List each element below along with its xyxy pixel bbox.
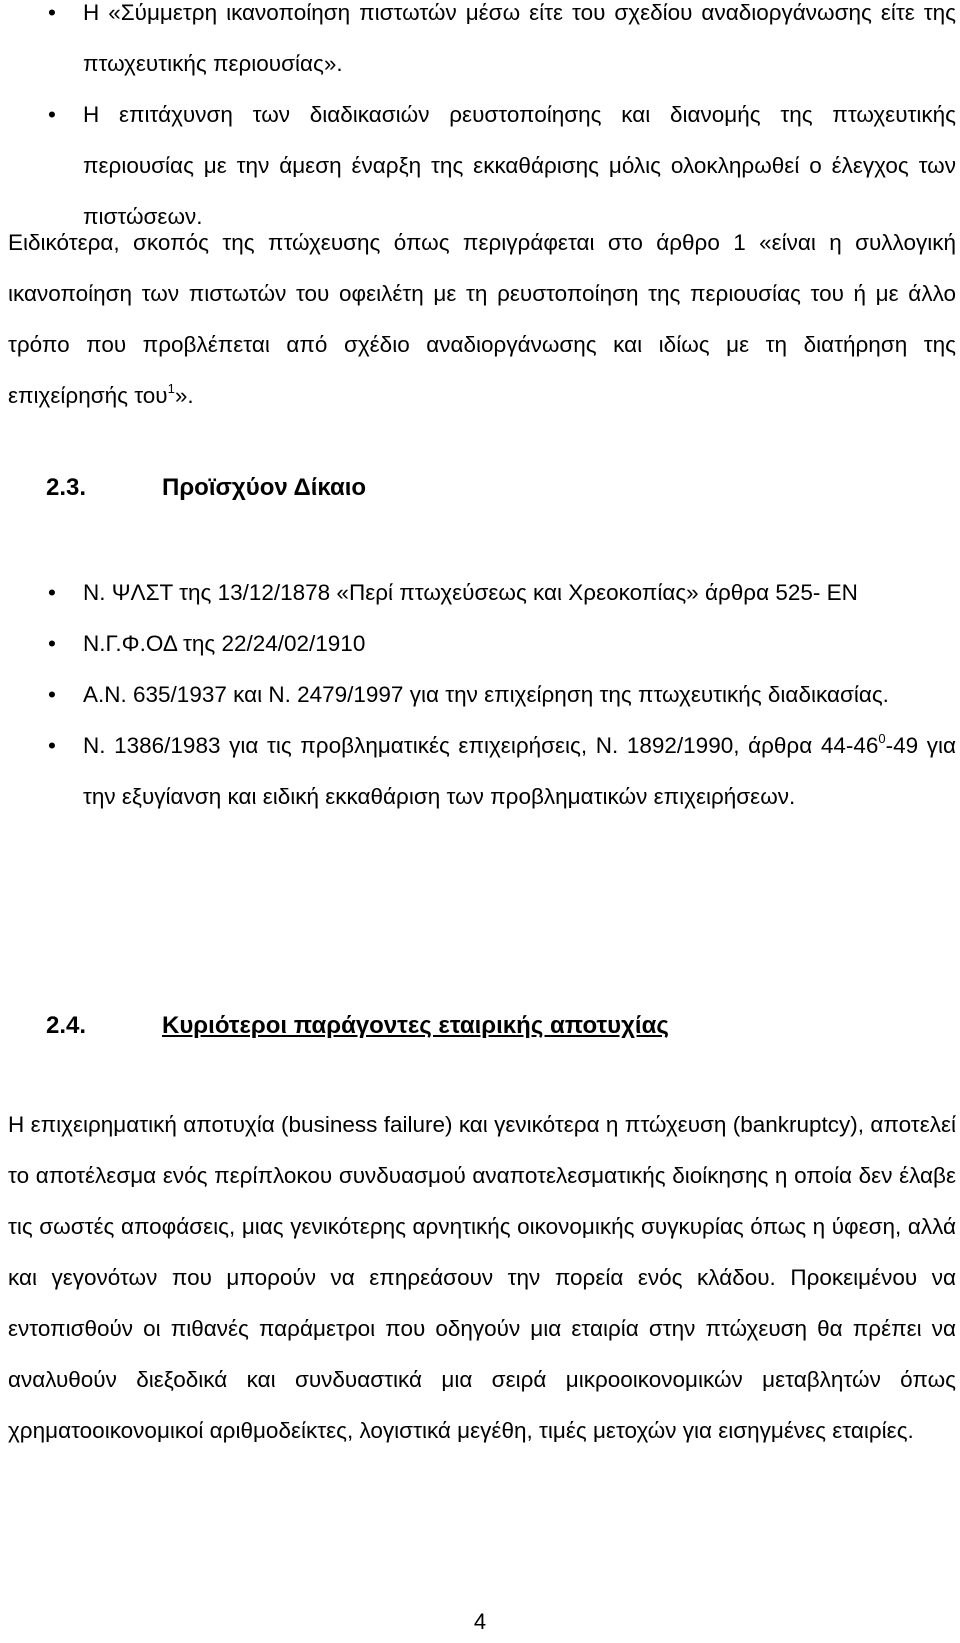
bullet-icon: • (48, 102, 56, 127)
page-number: 4 (473, 1609, 487, 1634)
prior-law-bullet-list (0, 567, 956, 822)
section-title: Προϊσχύον Δίκαιο (162, 474, 367, 501)
bullet-icon: • (48, 733, 56, 758)
list-item-text: Ν.Γ.Φ.ΟΔ της 22/24/02/1910 (83, 631, 366, 656)
list-item (0, 720, 956, 822)
intro-bullet-list (0, 0, 956, 242)
list-item-text-continued: -49 για την εξυγίανση και ειδική εκκαθάριση των προβληματικών επιχειρήσεων. (83, 733, 956, 809)
purpose-paragraph (8, 217, 956, 421)
list-item-text: Ν. ΨΛΣΤ της 13/12/1878 «Περί πτωχεύσεως και Χρεοκοπίας» άρθρα 525- ΕΝ (83, 580, 858, 605)
list-item-text: Α.Ν. 635/1937 και Ν. 2479/1997 για την επιχείρηση της πτωχευτικής διαδικασίας. (83, 682, 889, 707)
list-item (0, 669, 956, 720)
paragraph-closing: ». (174, 383, 194, 408)
section-title: Κυριότεροι παράγοντες εταιρικής αποτυχίας (162, 1012, 669, 1039)
bullet-icon: • (48, 0, 56, 25)
bullet-icon: • (48, 631, 56, 656)
section-heading-2-3 (46, 468, 366, 508)
list-item (0, 567, 956, 618)
paragraph-text: Ειδικότερα, σκοπός της πτώχευσης όπως περιγράφεται στο άρθρο 1 «είναι η συλλογική ικανοποίηση των πιστωτών του οφειλέτη με τη ρευστοποίηση της περιουσίας του ή με άλλο τρόπο που προβλέπεται από σχέδιο αναδιοργάνωσης και ιδίως με τη διατήρηση της επιχείρησής του (8, 230, 956, 408)
list-item (0, 618, 956, 669)
footnote-reference[interactable]: 1 (167, 381, 175, 396)
paragraph-text: Η επιχειρηματική αποτυχία (business failure) και γενικότερα η πτώχευση (bankruptcy), αποτελεί το αποτέλεσμα ενός περίπλοκου συνδυασμού αναποτελεσματικής διοίκησης η οποία δεν έλαβε τις σωστές αποφάσεις, μιας γενικότερης αρνητικής οικονομικής συγκυρίας όπως η ύφεση, αλλά και γεγονότων που μπορούν να επηρεάσουν την πορεία ενός κλάδου. Προκειμένου να εντοπισθούν οι πιθανές παράμετροι που οδηγούν μια εταιρία στην πτώχευση θα πρέπει να αναλυθούν διεξοδικά και συνδυαστικά μια σειρά μικροοικονομικών μεταβλητών όπως χρηματοοικονομικοί αριθμοδείκτες, λογιστικά μεγέθη, τιμές μετοχών για εισηγμένες εταιρίες. (8, 1112, 956, 1443)
list-item (0, 0, 956, 89)
bullet-icon: • (48, 580, 56, 605)
section-heading-2-4 (46, 1006, 669, 1046)
list-item-text: Η «Σύμμετρη ικανοποίηση πιστωτών μέσω είτε του σχεδίου αναδιοργάνωσης είτε της πτωχευτικής περιουσίας». (83, 0, 956, 76)
list-item-text: Η επιτάχυνση των διαδικασιών ρευστοποίησης και διανομής της πτωχευτικής περιουσίας με την άμεση έναρξη της εκκαθάρισης μόλις ολοκληρωθεί ο έλεγχος των πιστώσεων. (83, 102, 956, 229)
superscript: 0 (878, 731, 886, 746)
section-number: 2.3. (46, 474, 87, 501)
bullet-icon: • (48, 682, 56, 707)
failure-paragraph (8, 1099, 956, 1456)
list-item-text: Ν. 1386/1983 για τις προβληματικές επιχειρήσεις, Ν. 1892/1990, άρθρα 44-46 (83, 733, 879, 758)
section-number: 2.4. (46, 1012, 87, 1039)
